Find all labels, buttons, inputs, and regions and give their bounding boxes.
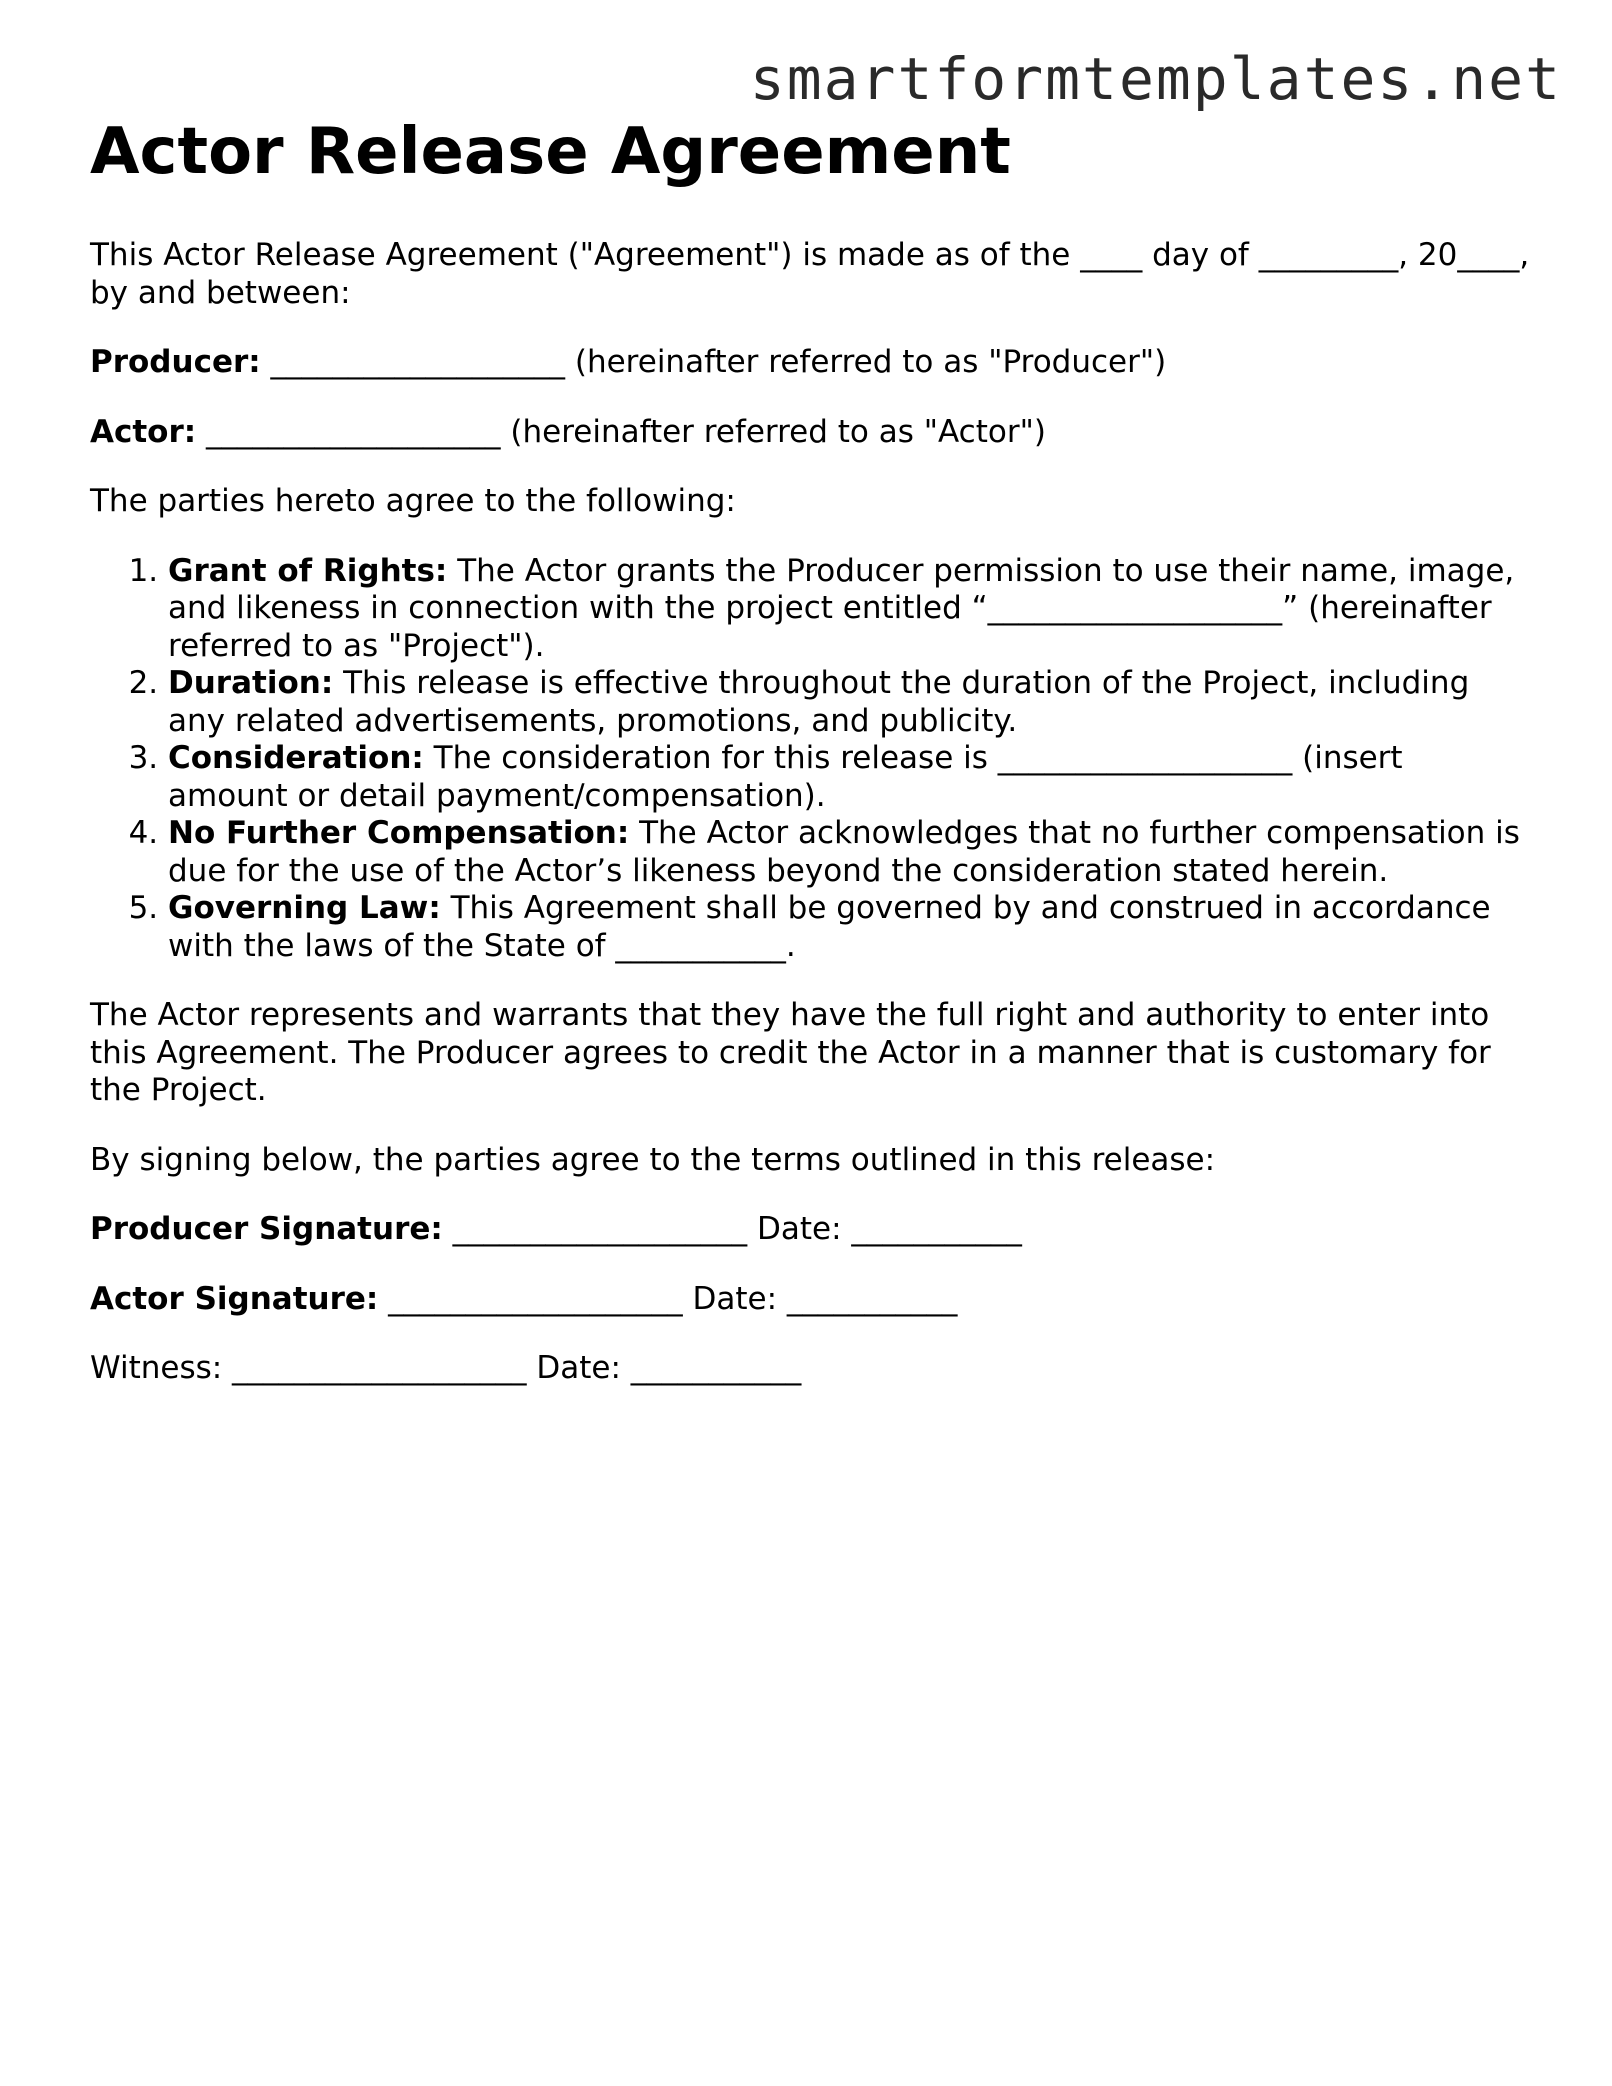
document-page [90,112,1530,1388]
term-title: Duration: [168,665,334,701]
terms-list [90,553,1530,966]
producer-signature-label: Producer Signature: [90,1211,443,1247]
term-title: Consideration: [168,740,424,776]
term-text: The Actor grants the Producer permission to use their name, image, and likeness in connection with the project entitled “___________________” (hereinafter referred to as "Project"). [168,552,1515,664]
term-item [168,665,1530,740]
producer-signature-fields: ___________________ Date: ___________ [442,1211,1022,1247]
actor-signature-line [90,1281,1530,1319]
term-text: The consideration for this release is ___________________ (insert amount or detail payment/compensation). [168,740,1403,814]
term-title: Grant of Rights: [168,552,448,589]
actor-label: Actor: [90,413,197,450]
term-text: This Agreement shall be governed by and construed in accordance with the laws of the State of ___________. [168,890,1491,964]
representation-paragraph: The Actor represents and warrants that they have the full right and authority to enter into this Agreement. The Producer agrees to credit the Actor in a manner that is customary for the Project. [90,997,1491,1108]
actor-text: ___________________ (hereinafter referred to as "Actor") [196,413,1046,450]
producer-text: ___________________ (hereinafter referred to as "Producer") [260,344,1167,380]
producer-line [90,344,1530,382]
producer-signature-line [90,1211,1530,1249]
parties-agree-text: The parties hereto agree to the following: [90,483,736,519]
intro-paragraph: This Actor Release Agreement ("Agreement") is made as of the ____ day of _________, 20____, by and between: [90,237,1530,311]
term-text: This release is effective throughout the duration of the Project, including any related advertisements, promotions, and publicity. [168,665,1470,739]
term-text: The Actor acknowledges that no further compensation is due for the use of the Actor’s likeness beyond the consideration stated herein. [168,815,1520,889]
term-title: Governing Law: [168,890,441,926]
term-item [168,890,1530,965]
term-item [168,815,1530,890]
actor-line [90,414,1530,452]
document-title: Actor Release Agreement [90,115,1011,189]
signing-intro: By signing below, the parties agree to the terms outlined in this release: [90,1141,1216,1178]
term-item [168,553,1530,666]
producer-label: Producer: [90,344,261,380]
witness-signature-line: Witness: ___________________ Date: ___________ [90,1350,802,1386]
term-item [168,740,1530,815]
actor-signature-fields: ___________________ Date: ___________ [378,1280,958,1317]
watermark: smartformtemplates.net [749,45,1562,113]
term-title: No Further Compensation: [168,815,630,851]
actor-signature-label: Actor Signature: [90,1280,379,1317]
